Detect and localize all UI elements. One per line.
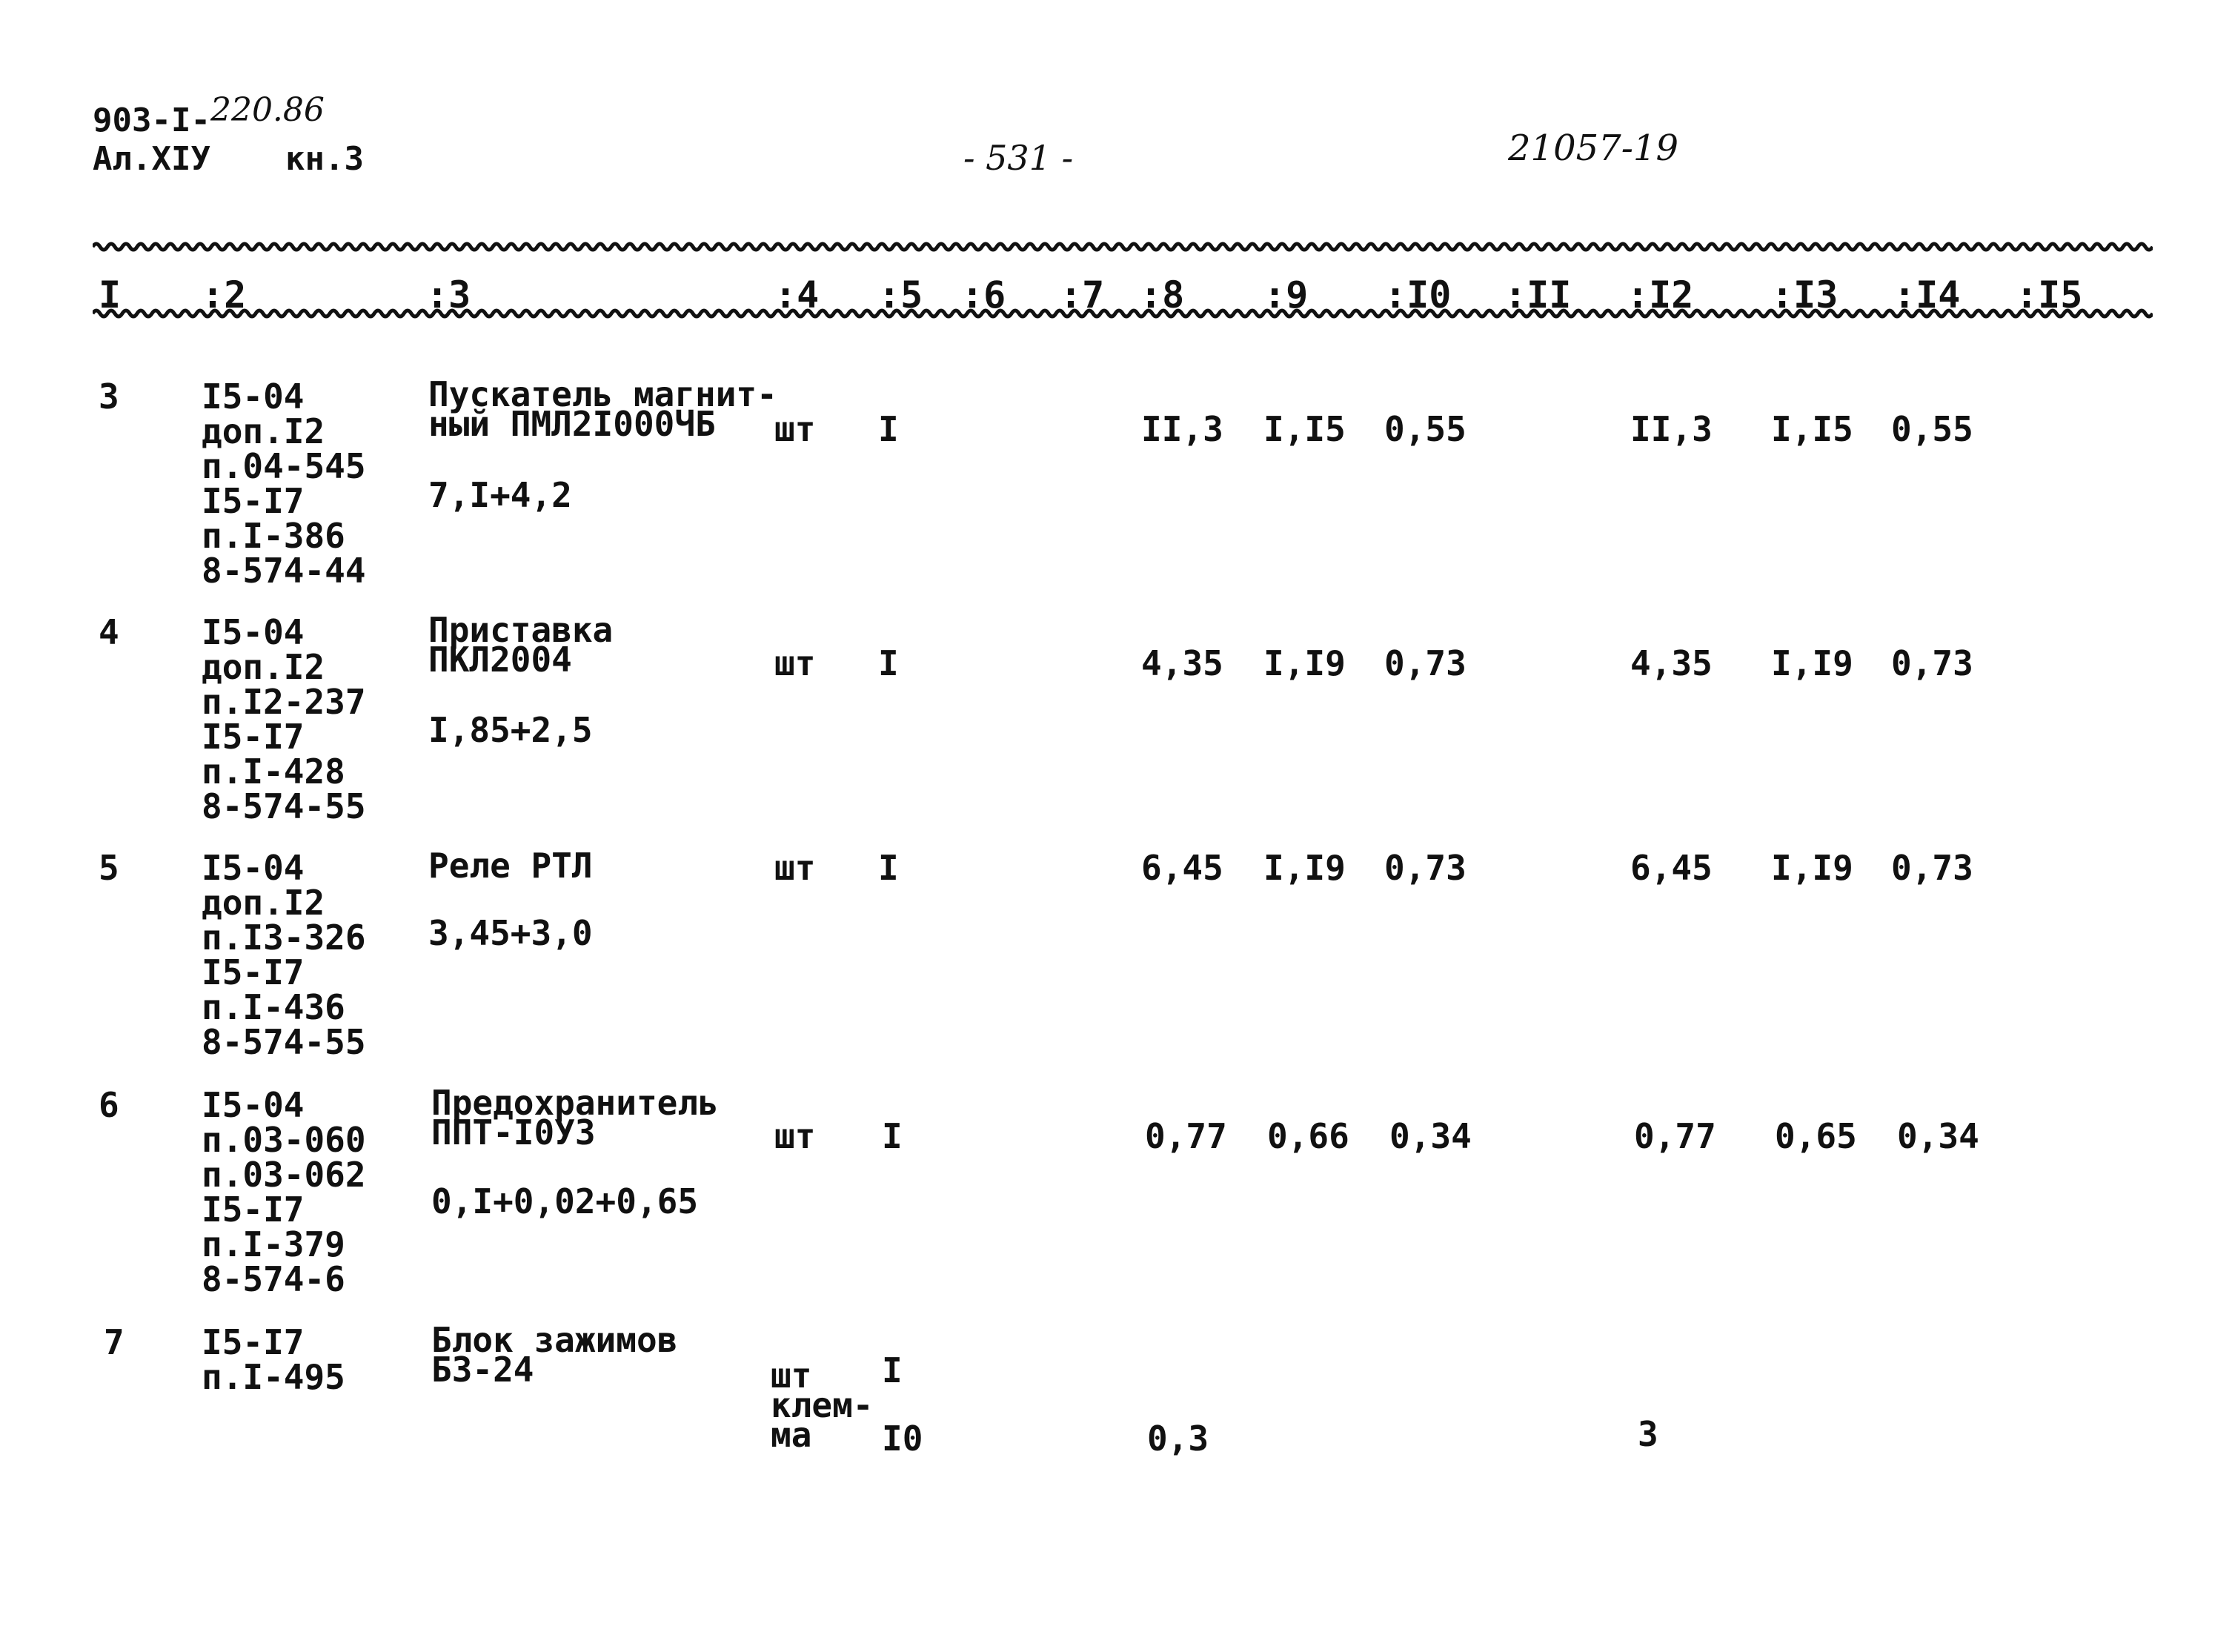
column-number: :5 [878,273,923,316]
col-12-value: 3 [1638,1414,1658,1454]
col-14-value: 0,73 [1891,848,1973,888]
quantity: I [878,643,899,683]
unit: шт [774,848,816,888]
unit: шт [774,1116,816,1156]
col-8-value: 0,77 [1145,1116,1227,1156]
column-number: I [99,273,122,316]
column-number: :4 [774,273,820,316]
cost-calc: I,85+2,5 [428,710,593,750]
col-8-value: II,3 [1141,409,1223,449]
column-number: :9 [1263,273,1309,316]
quantity-terminals: I0 [882,1419,923,1459]
col-13-value: 0,65 [1775,1116,1857,1156]
col-13-value: I,I9 [1771,848,1853,888]
norm-codes: I5-I7 п.I-495 [202,1322,345,1397]
norm-codes: I5-04 п.03-060 п.03-062 I5-I7 п.I-379 8-574-6 [202,1085,366,1299]
col-9-value: 0,66 [1267,1116,1349,1156]
col-8-value: 6,45 [1141,848,1223,888]
norm-codes: I5-04 доп.I2 п.I3-326 I5-I7 п.I-436 8-574-55 [202,848,366,1062]
item-name: Предохранитель ППТ-I0УЗ [431,1083,719,1152]
column-number: :I3 [1771,273,1839,316]
column-number: :7 [1060,273,1105,316]
quantity: I [882,1116,903,1156]
col-14-value: 0,34 [1897,1116,1979,1156]
column-number: :I0 [1384,273,1452,316]
book-label: кн.3 [285,140,364,178]
column-number: :2 [202,273,247,316]
document-code-prefix: 903-I- [93,102,210,139]
inventory-number: 21057-19 [1508,127,1678,169]
col-10-value: 0,55 [1384,409,1467,449]
row-number: 4 [99,612,119,652]
row-number: 6 [99,1085,119,1125]
col-14-value: 0,55 [1891,409,1973,449]
cost-calc: 3,45+3,0 [428,913,593,953]
quantity: I [882,1350,903,1390]
col-10-value: 0,73 [1384,643,1467,683]
cost-calc: 7,I+4,2 [428,475,572,515]
item-name: Реле РТЛ [428,846,593,886]
top-wavy-rule [93,239,2153,255]
column-number: :I5 [2016,273,2083,316]
col-9-value: I,I5 [1263,409,1346,449]
col-13-value: I,I9 [1771,643,1853,683]
column-number: :8 [1140,273,1185,316]
item-name: Пускатель магнит- ный ПМЛ2I000ЧБ [428,374,777,444]
unit: шт [774,409,816,449]
col-12-value: 0,77 [1634,1116,1716,1156]
column-number: :3 [426,273,471,316]
col-9-value: I,I9 [1263,643,1346,683]
row-number: 5 [99,848,119,888]
column-number: :6 [961,273,1006,316]
item-name: Блок зажимов БЗ-24 [431,1320,678,1390]
document-code [93,91,325,139]
quantity: I [878,409,899,449]
unit: шт клем- ма [771,1356,874,1455]
row-number: 3 [99,376,119,417]
col-8-value: 0,3 [1147,1419,1209,1459]
quantity: I [878,848,899,888]
col-14-value: 0,73 [1891,643,1973,683]
item-name: Приставка ПКЛ2004 [428,610,614,680]
row-number: 7 [104,1322,124,1362]
col-10-value: 0,73 [1384,848,1467,888]
column-number: :I2 [1627,273,1694,316]
album-label: Ал.XIУ [93,140,210,178]
header-wavy-rule [93,305,2153,322]
col-12-value: II,3 [1630,409,1713,449]
cost-calc: 0,I+0,02+0,65 [431,1181,699,1221]
col-12-value: 4,35 [1630,643,1713,683]
norm-codes: I5-04 доп.I2 п.I2-237 I5-I7 п.I-428 8-574-55 [202,612,366,826]
col-10-value: 0,34 [1389,1116,1472,1156]
page-number: - 531 - [963,138,1074,178]
unit: шт [774,643,816,683]
col-8-value: 4,35 [1141,643,1223,683]
norm-codes: I5-04 доп.I2 п.04-545 I5-I7 п.I-386 8-574-44 [202,376,366,591]
col-13-value: I,I5 [1771,409,1853,449]
column-number: :II [1504,273,1572,316]
col-9-value: I,I9 [1263,848,1346,888]
document-code-handwritten: 220.86 [210,91,325,129]
col-12-value: 6,45 [1630,848,1713,888]
column-number: :I4 [1893,273,1961,316]
